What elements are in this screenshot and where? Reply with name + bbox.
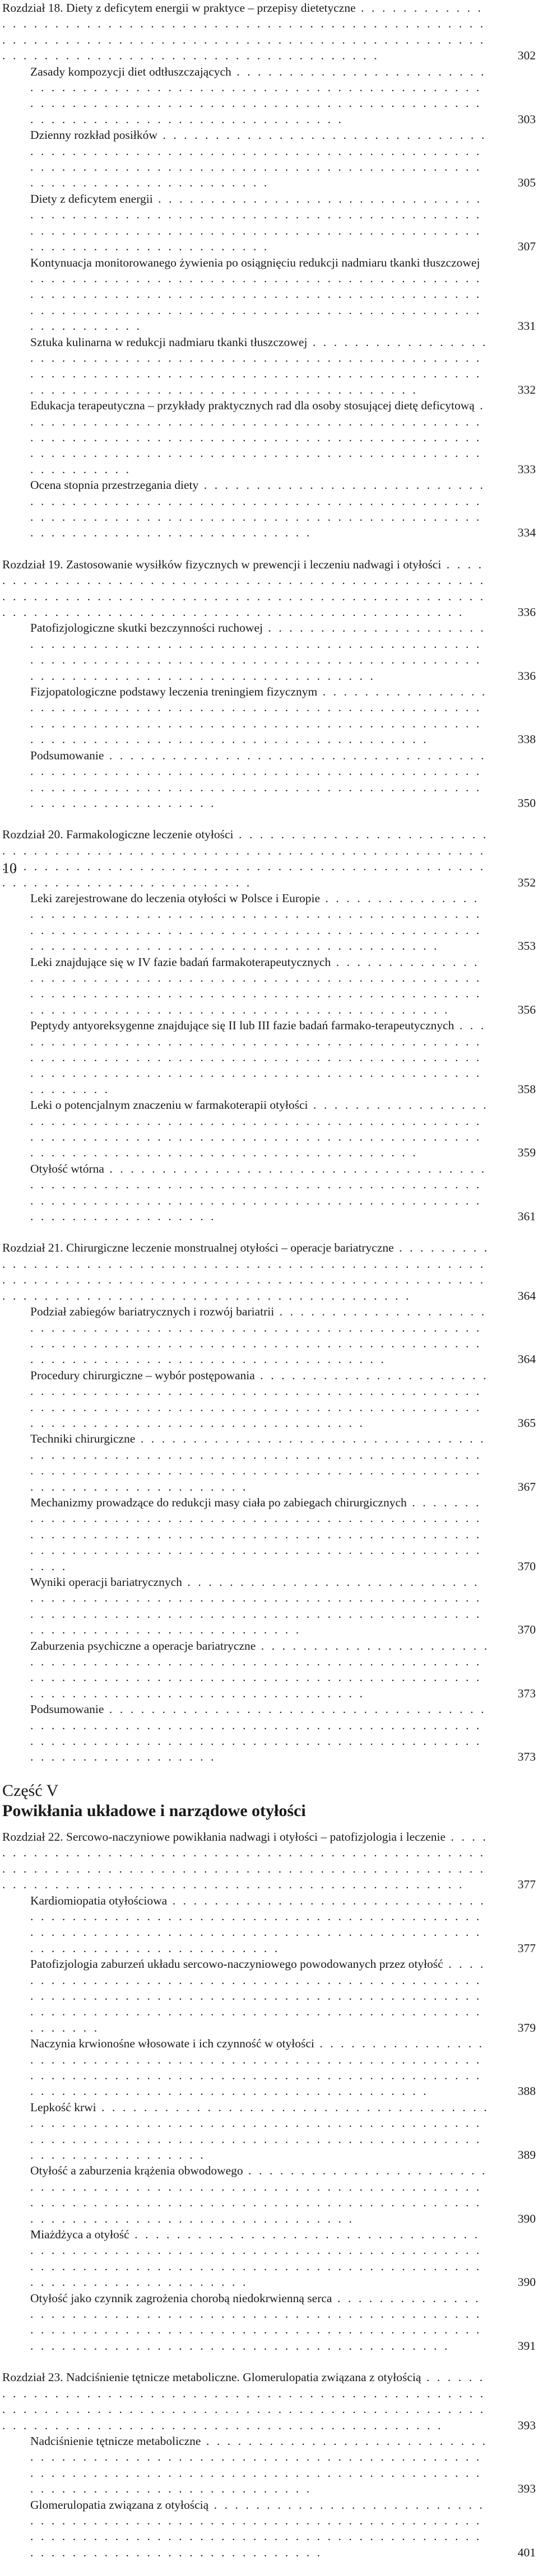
toc-section-entry[interactable] bbox=[30, 2036, 536, 2099]
toc-page-number: 364 bbox=[511, 1288, 536, 1304]
toc-section-entry[interactable] bbox=[30, 1956, 536, 2036]
toc-page-number: 336 bbox=[511, 604, 536, 620]
toc-entry-title: Rozdział 22. Sercowo-naczyniowe powikłania nadwagi i otyłości – patofizjologia i leczenie . . . bbox=[2, 1829, 490, 1893]
toc-entry-title: Rozdział 21. Chirurgiczne leczenie monstrualnej otyłości – operacje bariatryczne . . . bbox=[2, 1240, 490, 1304]
toc-section-entry[interactable] bbox=[30, 398, 536, 477]
toc-section-entry[interactable] bbox=[30, 2163, 536, 2227]
page-number: 10 bbox=[2, 860, 17, 876]
toc-section-entry[interactable] bbox=[30, 191, 536, 255]
toc-section-entry[interactable] bbox=[30, 2099, 536, 2163]
toc-page-number: 370 bbox=[511, 1558, 536, 1574]
toc-entry-title: Podsumowanie . . . bbox=[30, 1701, 490, 1765]
toc-section-entry[interactable] bbox=[30, 1574, 536, 1638]
toc-chapter-entry[interactable] bbox=[2, 0, 536, 64]
toc-entry-title: Sztuka kulinarna w redukcji nadmiaru tkanki tłuszczowej . . . bbox=[30, 334, 490, 398]
toc-section-entry[interactable] bbox=[30, 2290, 536, 2354]
chapter-group bbox=[2, 0, 536, 541]
part-title: Powikłania układowe i narządowe otyłości bbox=[2, 1801, 306, 1820]
toc-entry-title: Leki znajdujące się w IV fazie badań farmakoterapeutycznych . . . bbox=[30, 954, 490, 1018]
toc-page-number: 379 bbox=[511, 2020, 536, 2036]
part-heading bbox=[2, 1781, 536, 1821]
toc-entry-title: Naczynia krwionośne włosowate i ich czynność w otyłości . . . bbox=[30, 2036, 490, 2099]
toc-page-number: 305 bbox=[511, 175, 536, 190]
toc-entry-title: Mechanizmy prowadzące do redukcji masy ciała po zabiegach chirurgicznych . . . bbox=[30, 1495, 490, 1574]
toc-entry-title: Podział zabiegów bariatrycznych i rozwój bariatrii . . . bbox=[30, 1304, 490, 1368]
toc-page-number: 390 bbox=[511, 2274, 536, 2290]
chapter-group bbox=[2, 557, 536, 811]
toc-entry-title: Podsumowanie . . . bbox=[30, 748, 490, 811]
toc-page-number: 338 bbox=[511, 731, 536, 747]
toc-chapter-entry[interactable] bbox=[2, 557, 536, 620]
toc-entry-title: Wyniki operacji bariatrycznych . . . bbox=[30, 1574, 490, 1638]
toc-section-entry[interactable] bbox=[30, 890, 536, 954]
toc-page-number: 302 bbox=[511, 48, 536, 63]
toc-section-entry[interactable] bbox=[30, 1893, 536, 1957]
toc-page-number: 373 bbox=[511, 1686, 536, 1701]
toc-entry-title: Rozdział 19. Zastosowanie wysiłków fizycznych w prewencji i leczeniu nadwagi i otyłości . . . bbox=[2, 557, 490, 620]
toc-section-entry[interactable] bbox=[30, 127, 536, 191]
toc-section-entry[interactable] bbox=[30, 64, 536, 128]
toc-page-number: 389 bbox=[511, 2147, 536, 2163]
toc-entry-title: Diety z deficytem energii . . . bbox=[30, 191, 490, 255]
toc-section-entry[interactable] bbox=[30, 1495, 536, 1574]
toc-entry-title: Rozdział 18. Diety z deficytem energii w praktyce – przepisy dietetyczne . . . bbox=[2, 0, 490, 64]
toc-page-number: 356 bbox=[511, 1002, 536, 1018]
toc-section-entry[interactable] bbox=[30, 2227, 536, 2290]
toc-page-number: 401 bbox=[511, 2545, 536, 2560]
toc-page-number: 367 bbox=[511, 1479, 536, 1495]
toc-section-entry[interactable] bbox=[30, 2497, 536, 2561]
toc-chapter-entry[interactable] bbox=[2, 1240, 536, 1304]
toc-entry-title: Fizjopatologiczne podstawy leczenia treningiem fizycznym . . . bbox=[30, 684, 490, 748]
toc-entry-title: Ocena stopnia przestrzegania diety . . . bbox=[30, 477, 490, 541]
toc-page-number: 388 bbox=[511, 2083, 536, 2099]
toc-section-entry[interactable] bbox=[30, 477, 536, 541]
toc-entry-title: Procedury chirurgiczne – wybór postępowania . . . bbox=[30, 1368, 490, 1431]
toc-entry-title: Lepkość krwi . . . bbox=[30, 2099, 490, 2163]
toc-chapter-entry[interactable] bbox=[2, 827, 536, 890]
toc-entry-title: Techniki chirurgiczne . . . bbox=[30, 1431, 490, 1495]
toc-page-number: 393 bbox=[511, 2481, 536, 2496]
toc-entry-title: Leki o potencjalnym znaczeniu w farmakoterapii otyłości . . . bbox=[30, 1097, 490, 1161]
toc-section-entry[interactable] bbox=[30, 255, 536, 334]
toc-entry-title: Dzienny rozkład posiłków . . . bbox=[30, 127, 490, 191]
toc-entry-title: Otyłość jako czynnik zagrożenia chorobą niedokrwienną serca . . . bbox=[30, 2290, 490, 2354]
toc-entry-title: Kardiomiopatia otyłościowa . . . bbox=[30, 1893, 490, 1957]
toc-entry-title: Glomerulopatia związana z otyłością . . . bbox=[30, 2497, 490, 2561]
toc-page-number: 332 bbox=[511, 382, 536, 398]
toc-section-entry[interactable] bbox=[30, 954, 536, 1018]
toc-page-number: 353 bbox=[511, 938, 536, 954]
toc-section-entry[interactable] bbox=[30, 1431, 536, 1495]
toc-entry-title: Otyłość a zaburzenia krążenia obwodowego . . . bbox=[30, 2163, 490, 2227]
toc-entry-title: Edukacja terapeutyczna – przykłady praktycznych rad dla osoby stosującej dietę deficytową . . . bbox=[30, 398, 490, 477]
toc-entry-title: Rozdział 23. Nadciśnienie tętnicze metaboliczne. Glomerulopatia związana z otyłością . . . bbox=[2, 2369, 490, 2433]
toc-entry-title: Rozdział 20. Farmakologiczne leczenie otyłości . . . bbox=[2, 827, 490, 890]
toc-page-number: 365 bbox=[511, 1415, 536, 1431]
toc-page-number: 336 bbox=[511, 668, 536, 684]
toc-page-number: 359 bbox=[511, 1145, 536, 1160]
chapter-group bbox=[2, 827, 536, 1224]
toc-page-number: 377 bbox=[511, 1940, 536, 1956]
toc-page-number: 307 bbox=[511, 239, 536, 254]
chapter-group bbox=[2, 1829, 536, 2354]
toc-chapter-entry[interactable] bbox=[2, 1829, 536, 1893]
toc-page-number: 350 bbox=[511, 795, 536, 811]
part-label: Część V bbox=[2, 1781, 59, 1800]
toc-entry-title: Zaburzenia psychiczne a operacje bariatryczne . . . bbox=[30, 1638, 490, 1702]
toc-page-number: 390 bbox=[511, 2211, 536, 2227]
toc-page-number: 331 bbox=[511, 318, 536, 334]
toc-page-number: 364 bbox=[511, 1351, 536, 1367]
toc-chapter-entry[interactable] bbox=[2, 2369, 536, 2433]
toc-page-number: 361 bbox=[511, 1208, 536, 1224]
toc-section-entry[interactable] bbox=[30, 1097, 536, 1161]
toc-entry-title: Nadciśnienie tętnicze metaboliczne . . . bbox=[30, 2433, 490, 2497]
toc-entry-title: Patofizjologia zaburzeń układu sercowo-naczyniowego powodowanych przez otyłość . . . bbox=[30, 1956, 490, 2036]
toc-page-number: 370 bbox=[511, 1622, 536, 1637]
toc-section-entry[interactable] bbox=[30, 1018, 536, 1097]
toc-page-number: 358 bbox=[511, 1081, 536, 1097]
toc-entry-title: Leki zarejestrowane do leczenia otyłości w Polsce i Europie . . . bbox=[30, 890, 490, 954]
toc-section-entry[interactable] bbox=[30, 2433, 536, 2497]
toc-section-entry[interactable] bbox=[30, 334, 536, 398]
toc-entry-title: Miażdżyca a otyłość . . . bbox=[30, 2227, 490, 2290]
toc-section-entry[interactable] bbox=[30, 684, 536, 748]
toc-entry-title: Zasady kompozycji diet odtłuszczających . . . bbox=[30, 64, 490, 128]
toc-section-entry[interactable] bbox=[30, 1368, 536, 1431]
toc-section-entry[interactable] bbox=[30, 1304, 536, 1368]
toc-entry-title: Peptydy antyoreksygenne znajdujące się II lub III fazie badań farmako-terapeutycznych . . . bbox=[30, 1018, 490, 1097]
toc-section-entry[interactable] bbox=[30, 620, 536, 684]
toc-section-entry[interactable] bbox=[30, 748, 536, 811]
toc-page-number: 352 bbox=[511, 875, 536, 890]
toc-entry-title: Otyłość wtórna . . . bbox=[30, 1161, 490, 1225]
toc-page-number: 303 bbox=[511, 111, 536, 127]
toc-page-number: 377 bbox=[511, 1877, 536, 1892]
toc-page-number: 393 bbox=[511, 2418, 536, 2433]
toc-page-number: 373 bbox=[511, 1749, 536, 1765]
chapter-group bbox=[2, 2369, 536, 2560]
toc-section-entry[interactable] bbox=[30, 1701, 536, 1765]
toc-page-number: 333 bbox=[511, 461, 536, 477]
toc-page-number: 391 bbox=[511, 2338, 536, 2354]
table-of-contents bbox=[2, 0, 536, 2576]
toc-section-entry[interactable] bbox=[30, 1161, 536, 1225]
chapter-group bbox=[2, 1240, 536, 1765]
toc-entry-title: Patofizjologiczne skutki bezczynności ruchowej . . . bbox=[30, 620, 490, 684]
toc-section-entry[interactable] bbox=[30, 1638, 536, 1702]
toc-entry-title: Kontynuacja monitorowanego żywienia po osiągnięciu redukcji nadmiaru tkanki tłuszczowej . . . bbox=[30, 255, 490, 334]
toc-page-number: 334 bbox=[511, 525, 536, 540]
